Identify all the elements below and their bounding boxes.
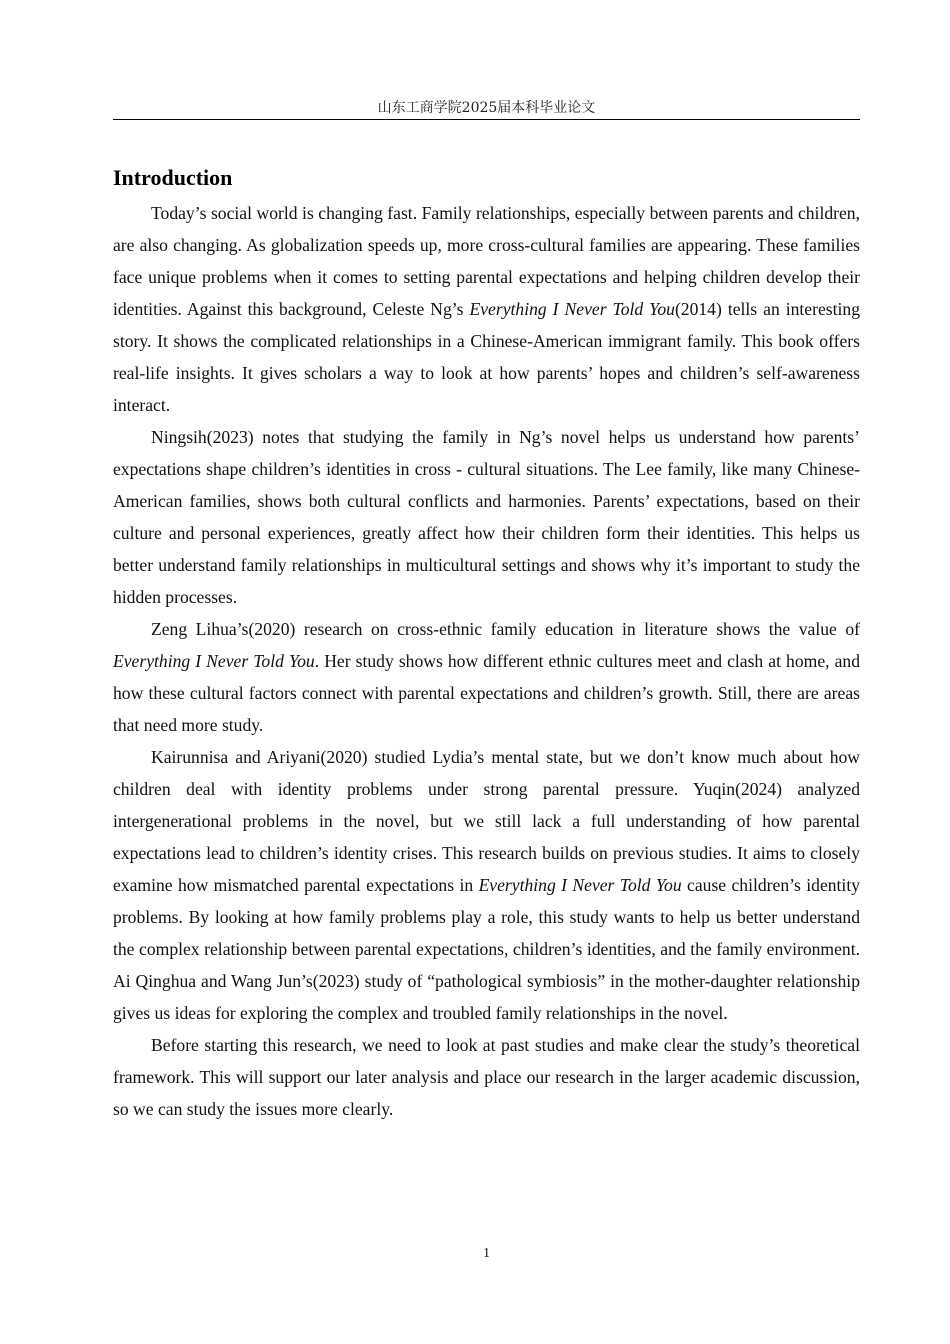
document-body (113, 163, 860, 1125)
book-title: Everything I Never Told You (113, 651, 315, 671)
paragraph-2 (113, 421, 860, 613)
paragraph-text: Before starting this research, we need to look at past studies and make clear the study’s theoretical framework. This will support our later analysis and place our research in the larger academic discussion, so we can study the issues more clearly. (113, 1035, 860, 1119)
paragraph-1 (113, 197, 860, 421)
paragraph-text: Today’s social world is changing fast. Family relationships, especially between parents and children, are also changing. As globalization speeds up, more cross-cultural families are appearing. These families face unique problems when it comes to setting parental expectations and helping children develop their identities. Against this background, Celeste Ng’s (113, 203, 860, 319)
paragraph-text: (2014) tells an interesting story. It shows the complicated relationships in a Chinese-American immigrant family. This book offers real-life insights. It gives scholars a way to look at how parents’ hopes and children’s self-awareness interact. (113, 299, 861, 415)
section-title: Introduction (113, 165, 233, 190)
paragraph-text: cause children’s identity problems. By looking at how family problems play a role, this study wants to help us better understand the complex relationship between parental expectations, children’s identities, and the family environment. Ai Qinghua and Wang Jun’s(2023) study of “pathological symbiosis” in the mother-daughter relationship gives us ideas for exploring the complex and troubled family relationships in the novel. (113, 875, 861, 1023)
paragraph-text: . Her study shows how different ethnic cultures meet and clash at home, and how these cultural factors connect with parental expectations and children’s growth. Still, there are areas that need more study. (113, 651, 860, 735)
paragraph-text: Zeng Lihua’s(2020) research on cross-ethnic family education in literature shows the value of (151, 619, 860, 639)
page-number: 1 (483, 1246, 490, 1261)
book-title: Everything I Never Told You (478, 875, 682, 895)
paragraph-5 (113, 1029, 860, 1125)
paragraph-text: Ningsih(2023) notes that studying the family in Ng’s novel helps us understand how parents’ expectations shape children’s identities in cross - cultural situations. The Lee family, like many Chinese-American families, shows both cultural conflicts and harmonies. Parents’ expectations, based on their culture and personal experiences, greatly affect how their children form their identities. This helps us better understand family relationships in multicultural settings and shows why it’s important to study the hidden processes. (113, 427, 860, 607)
paragraph-4 (113, 741, 860, 1029)
running-header: 山东工商学院2025届本科毕业论文 (377, 100, 596, 116)
paragraph-text: Kairunnisa and Ariyani(2020) studied Lydia’s mental state, but we don’t know much about how children deal with identity problems under strong parental pressure. Yuqin(2024) analyzed intergenerational problems in the novel, but we still lack a full understanding of how parental expectations lead to children’s identity crises. This research builds on previous studies. It aims to closely examine how mismatched parental expectations in (113, 747, 860, 895)
paragraph-3 (113, 613, 860, 741)
header-rule (113, 119, 860, 120)
book-title: Everything I Never Told You (469, 299, 675, 319)
